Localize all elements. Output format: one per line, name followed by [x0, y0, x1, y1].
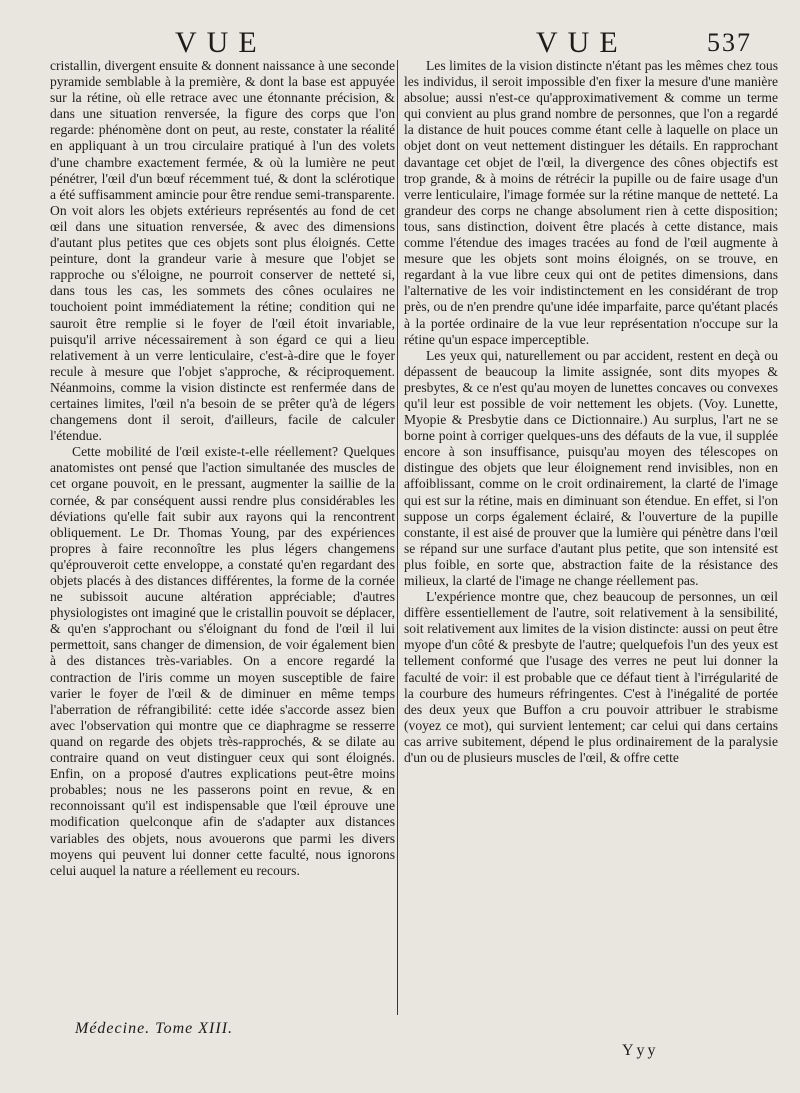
column-divider — [397, 60, 398, 1015]
right-column — [404, 58, 778, 766]
header-left-title: VUE — [175, 26, 267, 59]
footer-signature: Yyy — [622, 1042, 659, 1059]
header-right-title: VUE — [536, 26, 628, 59]
left-paragraph-2: Cette mobilité de l'œil existe-t-elle réellement? Quelques anatomistes ont pensé que l'action simultanée des muscles de cet organe pouvoit, en le pressant, augmenter la saillie de la cornée, & par conséquent aussi rendre plus considérables les déviations qu'elle fait subir aux rayons qui la rencontrent obliquement. Le Dr. Thomas Young, par des expériences propres à faire reconnoître les plus légers changemens qu'éprouveroit cette enveloppe, a constaté qu'en regardant des objets placés à des distances différentes, la forme de la cornée ne subissoit aucune altération appréciable; d'autres physiologistes ont imaginé que le cristallin pouvoit se déplacer, & qu'en s'approchant ou s'éloignant du fond de l'œil il lui permettoit, sans changer de dimension, de voir également bien à des distances très-variables. On a encore regardé la contraction de l'iris comme un moyen susceptible de faire varier le foyer de l'œil & de diminuer en même temps l'aberration de réfrangibilité: cette idée s'accorde assez bien avec l'observation qui montre que ce diaphragme se resserre quand on regarde des objets très-rapprochés, & se dilate au contraire quand on veut distinguer ceux qui sont éloignés. Enfin, on a proposé d'autres explications peut-être moins probables; nous ne les passerons point en revue, & en reconnoissant qu'il est indispensable que l'œil éprouve une modification quelconque afin de s'adapter aux distances variables des objets, nous avouerons que parmi les divers moyens qui peuvent lui donner cette faculté, nous ignorons celui auquel la nature a réellement eu recours. — [50, 444, 395, 878]
left-column — [50, 58, 395, 879]
right-paragraph-3: L'expérience montre que, chez beaucoup de personnes, un œil diffère essentiellement de l'autre, soit relativement à la sensibilité, soit relativement aux limites de la vision distincte: aussi on peut être myope d'un côté & presbyte de l'autre; quelquefois l'un des yeux est tellement conformé que l'usage des verres ne peut lui donner la faculté de voir: il est probable que ce défaut tient à l'irrégularité de la courbure des humeurs réfringentes. C'est à l'inégalité de portée des deux yeux que Buffon a cru pouvoir attribuer le strabisme (voyez ce mot), qui survient lentement; car celui qui dans certains cas arrive subitement, dépend le plus ordinairement de la paralysie d'un ou de plusieurs muscles de l'œil, & offre cette — [404, 589, 778, 766]
running-header — [0, 26, 800, 60]
right-paragraph-2: Les yeux qui, naturellement ou par accident, restent en deçà ou dépassent de beaucoup la limite assignée, sont dits myopes & presbytes, & ce n'est qu'au moyen de lunettes concaves ou convexes qu'il leur est possible de voir nettement les objets. (Voy. Lunette, Myopie & Presbytie dans ce Dictionnaire.) Au surplus, l'art ne se borne point à corriger quelques-uns des défauts de la vue, il supplée encore à son insuffisance, puisqu'au moyen des télescopes on distingue des objets que leur éloignement rend invisibles, non en affoiblissant, comme on le croit ordinairement, la clarté de l'image qui est sur la rétine, mais en diminuant son étendue. En effet, si l'on suppose un corps également éclairé, & l'ouverture de la pupille constante, il est aisé de prouver que la lumière qui pénètre dans l'œil se répand sur une surface d'autant plus petite, que son intensité est plus foible, en sorte que, abstraction faite de la résistance des milieux, la clarté de l'image ne change réellement pas. — [404, 347, 778, 588]
page-number: 537 — [707, 28, 752, 57]
right-paragraph-1: Les limites de la vision distincte n'étant pas les mêmes chez tous les individus, il seroit impossible d'en fixer la mesure d'une manière absolue; aussi n'est-ce qu'approximativement & comme un terme qui convient au plus grand nombre de personnes, que l'on a regardé la distance de huit pouces comme étant celle à laquelle on place un objet dont on veut nettement distinguer les détails. En rapprochant davantage cet objet de l'œil, la divergence des cônes objectifs est trop grande, & à moins de rétrécir la pupille ou de faire usage d'un verre lenticulaire, l'image formée sur la rétine manque de netteté. La grandeur des corps ne change absolument rien à cette disposition; tous, sans distinction, doivent être placés à cette distance, mais comme l'étendue des images tracées au fond de l'œil augmente à mesure que les objets sont moins éloignés, on se trouve, en regardant à la vue libre ceux qui ont de petites dimensions, dans l'alternative de les voir indistinctement en les considérant de trop près, ou de n'en prendre qu'une idée imparfaite, parce qu'étant placés à la portée ordinaire de la vue leur représentation n'occupe sur la rétine qu'un espace imperceptible. — [404, 58, 778, 347]
left-paragraph-1: cristallin, divergent ensuite & donnent naissance à une seconde pyramide semblable à la première, & dont la base est appuyée sur la rétine, où elle retrace avec une étonnante précision, & dans une situation renversée, la figure des corps que l'on regarde: phénomène dont on peut, au reste, constater la réalité en appliquant à un trou circulaire pratiqué à l'un des volets d'une chambre exactement fermée, & où la lumière ne peut pénétrer, l'œil d'un bœuf récemment tué, & dont la sclérotique a été suffisamment amincie pour être rendue semi-transparente. On voit alors les objets extérieurs représentés au fond de cet œil dans une situation renversée, & avec des dimensions d'autant plus petites que ces objets sont plus éloignés. Cette peinture, dont la grandeur varie à mesure que l'objet se rapproche ou s'éloigne, ne pourroit conserver de netteté si, dans tous les cas, les sommets des cônes oculaires ne touchoient point immédiatement la rétine; condition qui ne sauroit être remplie si le foyer de l'œil étoit invariable, puisqu'il arrive nécessairement à son égard ce qui a lieu relativement à un verre lenticulaire, c'est-à-dire que le foyer recule à mesure que l'objet s'approche, & réciproquement. Néanmoins, comme la vision distincte est renfermée dans de certaines limites, l'œil n'a besoin de se prêter qu'à de légers changemens dont il seroit, d'ailleurs, facile de calculer l'étendue. — [50, 58, 395, 444]
footer-volume: Médecine. Tome XIII. — [75, 1020, 234, 1037]
